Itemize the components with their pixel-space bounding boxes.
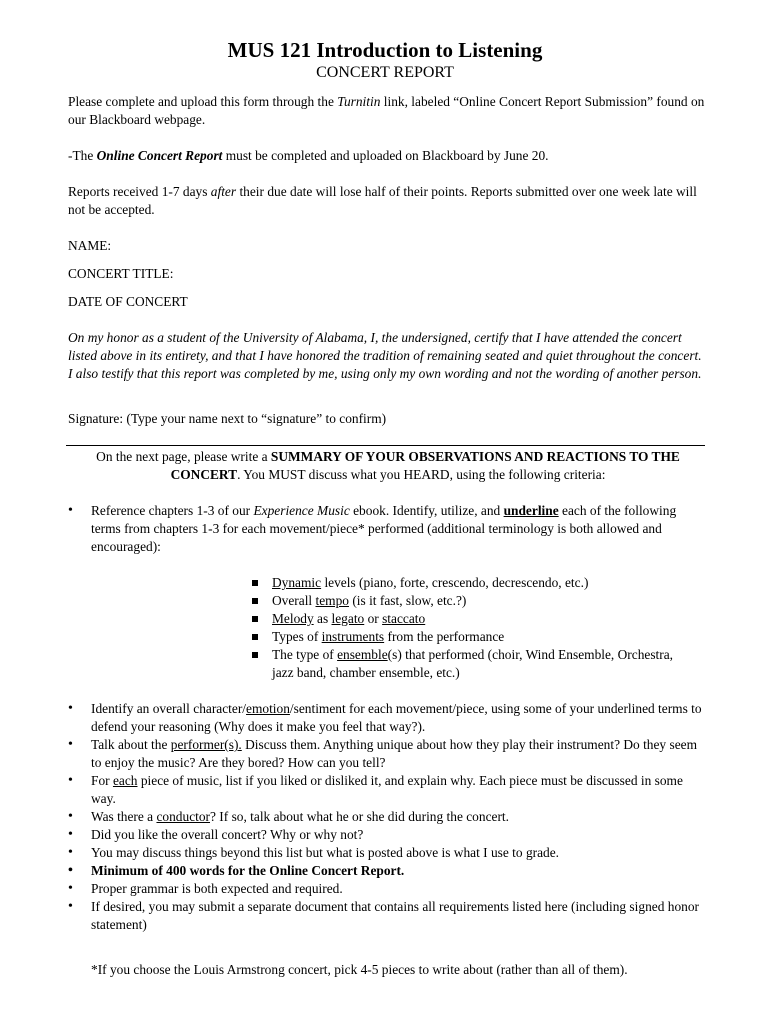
term: performer(s). — [170, 737, 242, 752]
list-item: • Proper grammar is both expected and required. — [68, 880, 708, 898]
list-text: as — [313, 611, 332, 626]
list-text: Identify an overall character/ — [91, 701, 247, 716]
honor-statement: On my honor as a student of the University of Alabama, I, the undersigned, certify that I have attended the concert listed above in its entirety, and that I have honored the tradition of remaining seated and quiet throughout the concert. I also testify that this report was completed by me, using only my own wording and not the wording of another person. — [68, 330, 702, 381]
list-item — [68, 502, 708, 556]
term: conductor — [156, 809, 211, 824]
list-text: Was there a — [91, 809, 157, 824]
list-item: • Did you like the overall concert? Why or why not? — [68, 826, 708, 844]
date-field-label: DATE OF CONCERT — [68, 294, 188, 309]
list-text: from the performance — [384, 629, 505, 644]
intro-text: -The — [68, 148, 97, 163]
list-item — [250, 592, 690, 610]
divider — [66, 445, 705, 446]
terms-list — [250, 574, 690, 682]
name-field-label: NAME: — [68, 238, 112, 253]
list-text: or — [364, 611, 383, 626]
list-text: piece of music, list if you liked or disliked it, and explain why. Each piece must be discussed in some way. — [91, 773, 683, 806]
summary-text: On the next page, please write a — [96, 449, 271, 464]
intro-text: Please complete and upload this form through the — [68, 94, 338, 109]
term: each — [112, 773, 138, 788]
list-text: /sentiment for each movement/piece, using some of your underlined terms to defend your reasoning (Why does it make you feel that way?). — [91, 701, 702, 734]
list-text: Talk about the — [91, 737, 171, 752]
list-text: each of the following terms from chapters 1-3 for each movement/piece* performed (additional terminology is both allowed and encouraged): — [91, 503, 677, 554]
term: ensemble — [337, 647, 388, 662]
intro-paragraph-2 — [68, 147, 708, 165]
list-text: For — [91, 773, 113, 788]
criteria-list — [68, 700, 708, 934]
bullet-list-reference — [68, 502, 708, 556]
list-item — [68, 736, 708, 772]
term: Dynamic — [272, 575, 322, 590]
list-item — [68, 772, 708, 808]
underline-word: underline — [503, 503, 559, 518]
ebook-title: Experience Music — [253, 503, 350, 518]
list-item — [250, 574, 690, 592]
list-text: Types of — [272, 629, 322, 644]
after-text: after — [210, 184, 237, 199]
intro-text: their due date will lose half of their points. Reports submitted over one week late will not be accepted. — [68, 184, 697, 217]
term: Melody — [272, 611, 314, 626]
list-text: (is it fast, slow, etc.?) — [348, 593, 467, 608]
list-text: Reference chapters 1-3 of our — [91, 503, 254, 518]
summary-text: . You MUST discuss what you HEARD, using the following criteria: — [237, 467, 606, 482]
list-text: Overall — [272, 593, 316, 608]
intro-text: must be completed and uploaded on Blackboard by June 20. — [222, 148, 549, 163]
list-text: Discuss them. Anything unique about how they play their instrument? Do they seem to enjoy the music? Are they bored? How can you tell? — [91, 737, 697, 770]
list-text: levels (piano, forte, crescendo, decrescendo, etc.) — [321, 575, 589, 590]
signature-line: Signature: (Type your name next to “signature” to confirm) — [68, 411, 387, 426]
list-item — [68, 808, 708, 826]
intro-text: link, labeled “Online Concert Report Submission” found on our Blackboard webpage. — [68, 94, 705, 127]
page-title: MUS 121 Introduction to Listening — [227, 38, 543, 62]
list-text: (s) that performed (choir, Wind Ensemble, Orchestra, jazz band, chamber ensemble, etc.) — [272, 647, 674, 680]
footnote: *If you choose the Louis Armstrong concert, pick 4-5 pieces to write about (rather than all of them). — [91, 962, 628, 977]
term: tempo — [315, 593, 349, 608]
term: instruments — [321, 629, 385, 644]
intro-text: Reports received 1-7 days — [68, 184, 211, 199]
intro-paragraph-1 — [68, 93, 708, 129]
term: legato — [331, 611, 365, 626]
list-item — [250, 610, 690, 628]
list-item: • You may discuss things beyond this list but what is posted above is what I use to grade. — [68, 844, 708, 862]
term: staccato — [382, 611, 426, 626]
summary-heading: SUMMARY OF YOUR OBSERVATIONS AND REACTIONS TO THE CONCERT — [170, 449, 680, 482]
list-text: ebook. Identify, utilize, and — [349, 503, 504, 518]
list-item — [250, 646, 690, 682]
term: emotion — [246, 701, 290, 716]
list-item — [250, 628, 690, 646]
summary-instructions — [68, 448, 708, 484]
report-name-text: Online Concert Report — [96, 148, 223, 163]
list-item: • If desired, you may submit a separate document that contains all requirements listed here (including signed honor statement) — [68, 898, 708, 934]
list-text: The type of — [272, 647, 338, 662]
list-text: ? If so, talk about what he or she did during the concert. — [210, 809, 509, 824]
page-subtitle: CONCERT REPORT — [316, 64, 454, 81]
turnitin-text: Turnitin — [337, 94, 381, 109]
list-item — [68, 700, 708, 736]
intro-paragraph-3 — [68, 183, 708, 219]
concert-title-field-label: CONCERT TITLE: — [68, 266, 174, 281]
list-item: • Minimum of 400 words for the Online Concert Report. — [68, 862, 708, 880]
